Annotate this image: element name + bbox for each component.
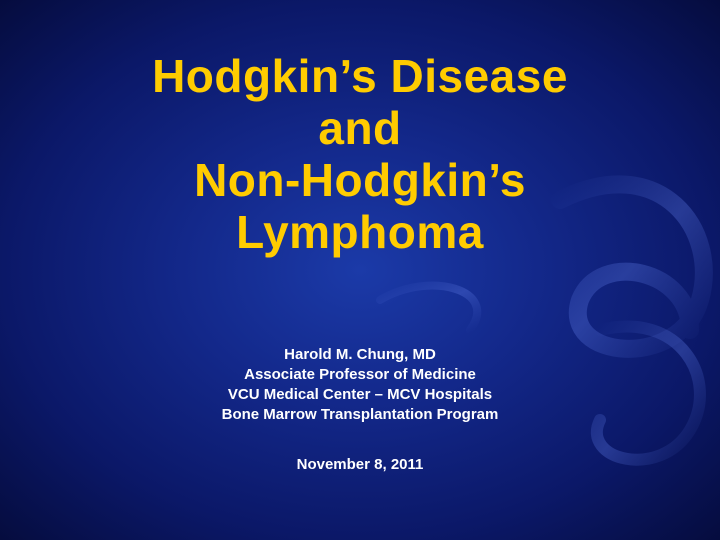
author-program: Bone Marrow Transplantation Program	[221, 406, 499, 423]
title-line: and	[318, 102, 402, 154]
title-line: Non-Hodgkin’s	[194, 154, 526, 206]
author-institution: VCU Medical Center – MCV Hospitals	[227, 386, 493, 403]
slide-title	[0, 50, 720, 258]
presentation-date: November 8, 2011	[296, 456, 424, 473]
title-line: Lymphoma	[236, 206, 484, 258]
author-block	[0, 345, 720, 425]
author-name: Harold M. Chung, MD	[284, 346, 436, 363]
author-position: Associate Professor of Medicine	[244, 366, 476, 383]
title-line: Hodgkin’s Disease	[152, 50, 568, 102]
